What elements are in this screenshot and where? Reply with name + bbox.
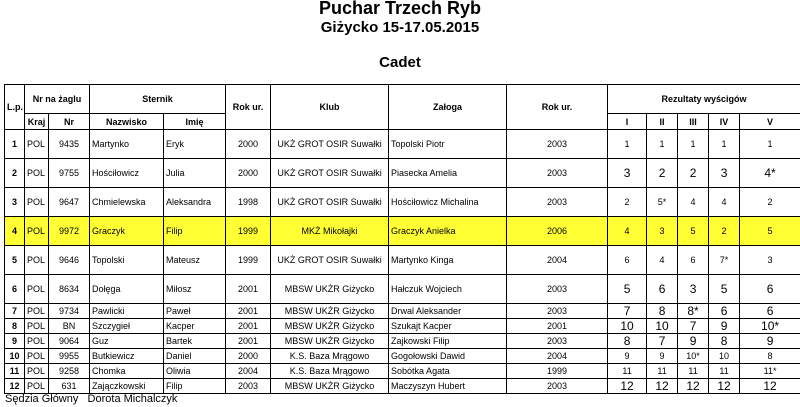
row-lp: 3 xyxy=(5,188,25,217)
row-crew-birth-year: 2001 xyxy=(507,319,608,334)
row-birth-year: 2001 xyxy=(226,304,271,319)
row-race-1: 12 xyxy=(608,379,647,394)
row-crew: Szukajt Kacper xyxy=(389,319,507,334)
row-birth-year: 2004 xyxy=(226,364,271,379)
table-row xyxy=(5,159,800,188)
row-sail-nr: BN xyxy=(49,319,90,334)
row-birth-year: 1999 xyxy=(226,217,271,246)
row-birth-year: 2001 xyxy=(226,275,271,304)
row-race-5: 6 xyxy=(740,304,800,319)
row-race-1: 2 xyxy=(608,188,647,217)
document-title: Puchar Trzech Ryb xyxy=(318,0,482,18)
row-lp: 5 xyxy=(5,246,25,275)
header-skipper: Sternik xyxy=(90,85,226,114)
row-first-name: Miłosz xyxy=(164,275,226,304)
table-row xyxy=(5,349,800,364)
row-surname: Chomka xyxy=(90,364,164,379)
row-sail-nr: 8634 xyxy=(49,275,90,304)
results-table xyxy=(4,84,800,394)
header-country: Kraj xyxy=(25,114,49,130)
header-sail-number: Nr na żaglu xyxy=(25,85,90,114)
row-crew: Maczyszyn Hubert xyxy=(389,379,507,394)
header-race-5: V xyxy=(740,114,800,130)
table-row xyxy=(5,319,800,334)
row-race-4: 9 xyxy=(709,319,740,334)
row-country: POL xyxy=(25,188,49,217)
row-surname: Butkiewicz xyxy=(90,349,164,364)
row-race-4: 7* xyxy=(709,246,740,275)
row-country: POL xyxy=(25,304,49,319)
row-sail-nr: 9258 xyxy=(49,364,90,379)
table-row xyxy=(5,217,800,246)
header-lp: L.p. xyxy=(5,85,25,130)
header-nr: Nr xyxy=(49,114,90,130)
row-club: UKŻ GROT OSIR Suwałki xyxy=(271,159,389,188)
row-crew: Martynko Kinga xyxy=(389,246,507,275)
row-race-4: 6 xyxy=(709,304,740,319)
row-race-5: 12 xyxy=(740,379,800,394)
judge-name: Dorota Michalczyk xyxy=(87,393,178,405)
row-race-4: 5 xyxy=(709,275,740,304)
table-row xyxy=(5,379,800,394)
row-race-1: 3 xyxy=(608,159,647,188)
row-first-name: Oliwia xyxy=(164,364,226,379)
row-club: K.S. Baza Mrągowo xyxy=(271,349,389,364)
row-race-5: 9 xyxy=(740,334,800,349)
row-race-3: 3 xyxy=(678,275,709,304)
row-race-1: 11 xyxy=(608,364,647,379)
row-race-2: 3 xyxy=(647,217,678,246)
row-first-name: Paweł xyxy=(164,304,226,319)
row-surname: Szczygieł xyxy=(90,319,164,334)
row-race-3: 4 xyxy=(678,188,709,217)
table-row xyxy=(5,275,800,304)
results-body xyxy=(5,130,800,394)
row-birth-year: 1998 xyxy=(226,188,271,217)
row-race-4: 11 xyxy=(709,364,740,379)
table-row xyxy=(5,188,800,217)
row-race-1: 9 xyxy=(608,349,647,364)
row-race-3: 7 xyxy=(678,319,709,334)
row-lp: 12 xyxy=(5,379,25,394)
row-race-5: 10* xyxy=(740,319,800,334)
row-crew-birth-year: 2003 xyxy=(507,188,608,217)
row-race-4: 12 xyxy=(709,379,740,394)
row-sail-nr: 9064 xyxy=(49,334,90,349)
row-race-2: 4 xyxy=(647,246,678,275)
row-race-3: 2 xyxy=(678,159,709,188)
row-birth-year: 2003 xyxy=(226,379,271,394)
row-first-name: Aleksandra xyxy=(164,188,226,217)
row-race-1: 4 xyxy=(608,217,647,246)
row-country: POL xyxy=(25,159,49,188)
row-race-5: 4* xyxy=(740,159,800,188)
row-first-name: Kacper xyxy=(164,319,226,334)
row-surname: Dołęga xyxy=(90,275,164,304)
row-race-2: 8 xyxy=(647,304,678,319)
row-birth-year: 2000 xyxy=(226,349,271,364)
row-club: MBSW UKŻR Giżycko xyxy=(271,379,389,394)
row-race-2: 1 xyxy=(647,130,678,159)
row-crew-birth-year: 2003 xyxy=(507,159,608,188)
row-race-5: 11* xyxy=(740,364,800,379)
row-country: POL xyxy=(25,334,49,349)
row-lp: 9 xyxy=(5,334,25,349)
row-surname: Zajączkowski xyxy=(90,379,164,394)
table-row xyxy=(5,364,800,379)
table-row xyxy=(5,246,800,275)
row-birth-year: 2000 xyxy=(226,130,271,159)
row-country: POL xyxy=(25,364,49,379)
row-race-3: 8* xyxy=(678,304,709,319)
row-crew-birth-year: 2003 xyxy=(507,130,608,159)
row-race-1: 1 xyxy=(608,130,647,159)
judge-label: Sędzia Główny xyxy=(5,393,79,405)
row-race-4: 4 xyxy=(709,188,740,217)
row-birth-year: 2000 xyxy=(226,159,271,188)
row-surname: Graczyk xyxy=(90,217,164,246)
header-race-3: III xyxy=(678,114,709,130)
row-sail-nr: 9755 xyxy=(49,159,90,188)
row-first-name: Eryk xyxy=(164,130,226,159)
row-surname: Topolski xyxy=(90,246,164,275)
row-crew: Topolski Piotr xyxy=(389,130,507,159)
row-race-2: 9 xyxy=(647,349,678,364)
row-country: POL xyxy=(25,349,49,364)
row-country: POL xyxy=(25,217,49,246)
row-race-3: 10* xyxy=(678,349,709,364)
row-race-2: 2 xyxy=(647,159,678,188)
row-lp: 2 xyxy=(5,159,25,188)
table-row xyxy=(5,130,800,159)
header-race-results: Rezultaty wyścigów xyxy=(608,85,800,114)
row-first-name: Bartek xyxy=(164,334,226,349)
row-crew: Zajkowski Filip xyxy=(389,334,507,349)
row-crew-birth-year: 2003 xyxy=(507,334,608,349)
row-birth-year: 2001 xyxy=(226,319,271,334)
row-race-4: 3 xyxy=(709,159,740,188)
row-country: POL xyxy=(25,379,49,394)
header-first-name: Imię xyxy=(164,114,226,130)
row-club: MBSW UKŻR Giżycko xyxy=(271,334,389,349)
row-country: POL xyxy=(25,319,49,334)
row-club: MKŻ Mikołajki xyxy=(271,217,389,246)
row-surname: Pawlicki xyxy=(90,304,164,319)
row-first-name: Mateusz xyxy=(164,246,226,275)
row-race-3: 11 xyxy=(678,364,709,379)
header-race-4: IV xyxy=(709,114,740,130)
row-race-5: 1 xyxy=(740,130,800,159)
table-row xyxy=(5,334,800,349)
row-crew-birth-year: 2004 xyxy=(507,246,608,275)
row-first-name: Filip xyxy=(164,379,226,394)
row-lp: 11 xyxy=(5,364,25,379)
row-crew: Hałczuk Wojciech xyxy=(389,275,507,304)
row-race-3: 9 xyxy=(678,334,709,349)
row-lp: 8 xyxy=(5,319,25,334)
row-surname: Guz xyxy=(90,334,164,349)
header-birth-year: Rok ur. xyxy=(226,85,271,130)
row-club: UKŻ GROT OSIR Suwałki xyxy=(271,188,389,217)
row-club: UKŻ GROT OSIR Suwałki xyxy=(271,130,389,159)
header-crew-birth-year: Rok ur. xyxy=(507,85,608,130)
row-club: MBSW UKŻR Giżycko xyxy=(271,275,389,304)
row-surname: Chmielewska xyxy=(90,188,164,217)
row-crew: Piasecka Amelia xyxy=(389,159,507,188)
row-race-5: 3 xyxy=(740,246,800,275)
row-crew: Drwal Aleksander xyxy=(389,304,507,319)
row-sail-nr: 9972 xyxy=(49,217,90,246)
row-club: UKŻ GROT OSIR Suwałki xyxy=(271,246,389,275)
row-race-3: 1 xyxy=(678,130,709,159)
row-sail-nr: 9647 xyxy=(49,188,90,217)
row-crew-birth-year: 2003 xyxy=(507,304,608,319)
row-surname: Hościłowicz xyxy=(90,159,164,188)
row-crew: Sobótka Agata xyxy=(389,364,507,379)
row-club: MBSW UKŻR Giżycko xyxy=(271,304,389,319)
row-race-3: 12 xyxy=(678,379,709,394)
row-race-2: 5* xyxy=(647,188,678,217)
row-birth-year: 1999 xyxy=(226,246,271,275)
category-title: Cadet xyxy=(379,54,421,71)
row-surname: Martynko xyxy=(90,130,164,159)
row-race-2: 7 xyxy=(647,334,678,349)
row-race-5: 2 xyxy=(740,188,800,217)
row-crew-birth-year: 2006 xyxy=(507,217,608,246)
row-race-5: 5 xyxy=(740,217,800,246)
row-lp: 4 xyxy=(5,217,25,246)
row-race-1: 7 xyxy=(608,304,647,319)
row-crew-birth-year: 1999 xyxy=(507,364,608,379)
row-crew: Gogołowski Dawid xyxy=(389,349,507,364)
row-sail-nr: 631 xyxy=(49,379,90,394)
row-race-4: 1 xyxy=(709,130,740,159)
row-lp: 10 xyxy=(5,349,25,364)
row-race-3: 6 xyxy=(678,246,709,275)
row-sail-nr: 9646 xyxy=(49,246,90,275)
row-race-1: 8 xyxy=(608,334,647,349)
row-lp: 1 xyxy=(5,130,25,159)
table-row xyxy=(5,304,800,319)
header-surname: Nazwisko xyxy=(90,114,164,130)
row-club: MBSW UKŻR Giżycko xyxy=(271,319,389,334)
row-country: POL xyxy=(25,246,49,275)
row-first-name: Julia xyxy=(164,159,226,188)
row-race-2: 12 xyxy=(647,379,678,394)
header-race-1: I xyxy=(608,114,647,130)
event-date-location: Giżycko 15-17.05.2015 xyxy=(320,19,480,36)
row-race-2: 6 xyxy=(647,275,678,304)
row-crew-birth-year: 2004 xyxy=(507,349,608,364)
row-race-5: 6 xyxy=(740,275,800,304)
row-country: POL xyxy=(25,130,49,159)
row-sail-nr: 9734 xyxy=(49,304,90,319)
row-race-3: 5 xyxy=(678,217,709,246)
row-race-4: 10 xyxy=(709,349,740,364)
footer-signature xyxy=(5,393,177,405)
row-race-2: 10 xyxy=(647,319,678,334)
header-crew: Załoga xyxy=(389,85,507,130)
row-lp: 7 xyxy=(5,304,25,319)
row-crew: Hościłowicz Michalina xyxy=(389,188,507,217)
row-crew-birth-year: 2003 xyxy=(507,275,608,304)
header-race-2: II xyxy=(647,114,678,130)
row-race-2: 11 xyxy=(647,364,678,379)
header-club: Klub xyxy=(271,85,389,130)
row-race-1: 6 xyxy=(608,246,647,275)
row-country: POL xyxy=(25,275,49,304)
row-race-1: 10 xyxy=(608,319,647,334)
row-race-4: 2 xyxy=(709,217,740,246)
row-sail-nr: 9955 xyxy=(49,349,90,364)
row-crew: Graczyk Anielka xyxy=(389,217,507,246)
row-crew-birth-year: 2003 xyxy=(507,379,608,394)
row-first-name: Daniel xyxy=(164,349,226,364)
row-sail-nr: 9435 xyxy=(49,130,90,159)
row-race-5: 8 xyxy=(740,349,800,364)
row-birth-year: 2001 xyxy=(226,334,271,349)
row-lp: 6 xyxy=(5,275,25,304)
row-first-name: Filip xyxy=(164,217,226,246)
row-race-1: 5 xyxy=(608,275,647,304)
row-club: K.S. Baza Mrągowo xyxy=(271,364,389,379)
row-race-4: 8 xyxy=(709,334,740,349)
